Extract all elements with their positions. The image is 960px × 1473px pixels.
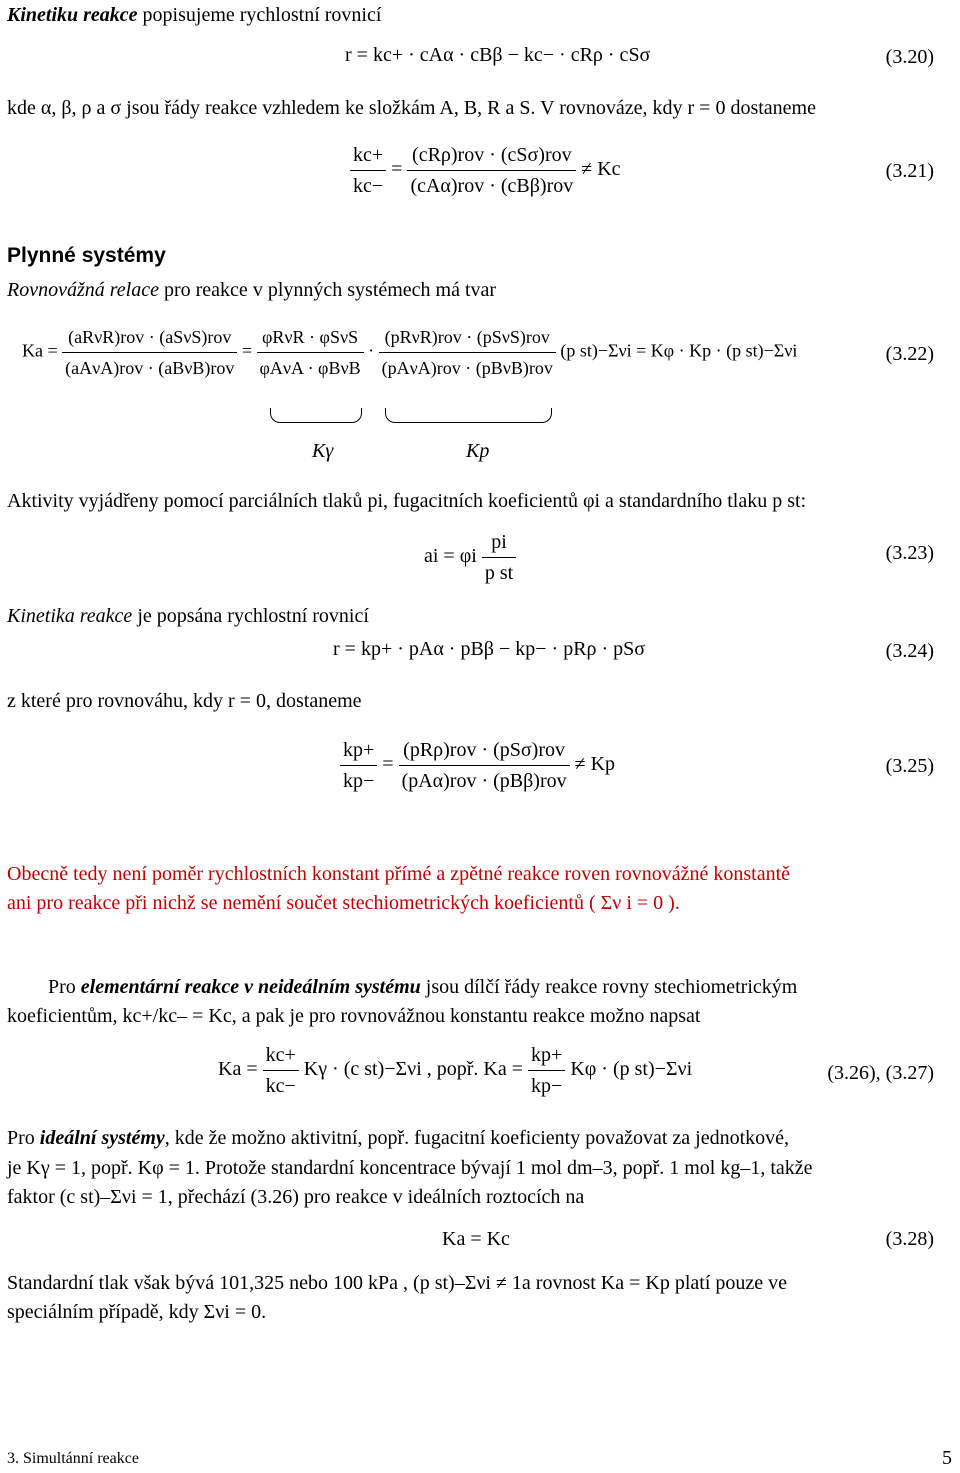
- eq323-lhs: ai = φi: [424, 545, 477, 568]
- eq325-den: (pAα)rov · (pBβ)rov: [399, 765, 570, 796]
- elementarni-term: elementární reakce v neideálním systému: [80, 976, 421, 998]
- eq322-f1-num: (aRνR)rov · (aSνS)rov: [68, 327, 232, 347]
- standardni-line-2: speciálním případě, kdy Σνi = 0.: [7, 1301, 267, 1323]
- equation-number-3-25: (3.25): [885, 755, 934, 777]
- pro-elementarni-line-1: [48, 974, 940, 1000]
- eq326-b: Kγ · (c st)−Σνi , popř. Ka =: [303, 1058, 524, 1081]
- eq326-den: kc−: [263, 1070, 299, 1101]
- equation-number-3-24: (3.24): [885, 640, 934, 662]
- orders-paragraph: kde α, β, ρ a σ jsou řády reakce vzhledem ke složkám A, B, R a S. V rovnováze, kdy r = 0 dostaneme: [7, 97, 816, 119]
- eq321-num: (cRρ)rov · (cSσ)rov: [412, 144, 572, 166]
- equation-number-3-22: (3.22): [885, 343, 934, 365]
- equation-number-3-20: (3.20): [885, 46, 934, 68]
- kinetiku-term: Kinetiku reakce: [7, 4, 138, 26]
- kinetika-paragraph: [7, 603, 940, 629]
- obecne-line-1: Obecně tedy není poměr rychlostních konstant přímé a zpětné reakce roven rovnovážné konstantě: [7, 863, 791, 885]
- eq322-lhs: Ka =: [22, 340, 58, 361]
- eq327-den: kp−: [528, 1070, 565, 1101]
- equation-3-24: r = kp+ · pAα · pBβ − kp− · pRρ · pSσ: [333, 638, 646, 660]
- ideal-term: ideální systémy: [39, 1127, 165, 1149]
- pro-tail: jsou dílčí řády reakce rovny stechiometrickým: [420, 976, 798, 998]
- ideal-line-3: faktor (c st)–Σνi = 1, přechází (3.26) pro reakce v ideálních roztocích na: [7, 1186, 585, 1208]
- eq325-lhs-den: kp−: [340, 765, 377, 796]
- z-ktere-paragraph: z které pro rovnováhu, kdy r = 0, dostaneme: [7, 690, 362, 712]
- brace-label-k-p: Kp: [466, 440, 490, 462]
- kinetika-term: Kinetika reakce: [7, 605, 133, 627]
- equation-number-3-21: (3.21): [885, 160, 934, 182]
- equation-3-25: $\frac{kp+}{kp-}$ = $\frac{\text{(pRρ)rov · (pSσ)rov}}{\text{(pAα)rov · (pBβ)rov}}$ ≠ Kp: [340, 735, 615, 796]
- eq322-f2-den: φAνA · φBνB: [257, 352, 364, 383]
- eq326-a: Ka =: [218, 1058, 258, 1081]
- kinetika-text: je popsána rychlostní rovnicí: [132, 605, 369, 627]
- page-number: 5: [942, 1447, 952, 1469]
- obecne-line-2: ani pro reakce při nichž se nemění součet stechiometrických koeficientů ( Σν i = 0 ).: [7, 892, 680, 914]
- eq327-b: Kφ · (p st)−Σνi: [570, 1058, 693, 1081]
- equation-number-3-23: (3.23): [885, 542, 934, 564]
- underbrace-gamma: [270, 408, 362, 423]
- ideal-tail: , kde že možno aktivitní, popř. fugacitní koeficienty považovat za jednotkové,: [164, 1127, 790, 1149]
- underbrace-p: [385, 408, 552, 423]
- eq322-f1-den: (aAνA)rov · (aBνB)rov: [62, 352, 237, 383]
- equation-3-20: r = kc+ · cAα · cBβ − kc− · cRρ · cSσ: [345, 44, 651, 66]
- footer-chapter: 3. Simultánní reakce: [7, 1450, 139, 1467]
- eq323-den: p st: [482, 557, 516, 588]
- kinetiku-text: popisujeme rychlostní rovnicí: [137, 4, 382, 26]
- eq322-f2-num: φRνR · φSνS: [262, 327, 359, 347]
- eq321-lhs-den: kc−: [350, 170, 386, 201]
- aktivity-paragraph: Aktivity vyjádřeny pomocí parciálních tlaků pi, fugacitních koeficientů φi a standardního tlaku p st:: [7, 490, 807, 512]
- eq325-lhs-num: kp+: [343, 739, 375, 761]
- eq322-tail: (p st)−Σνi = Kφ · Kp · (p st)−Σνi: [560, 340, 798, 361]
- equation-3-28: Ka = Kc: [442, 1228, 510, 1250]
- eq327-num: kp+: [531, 1044, 563, 1066]
- eq325-num: (pRρ)rov · (pSσ)rov: [403, 739, 566, 761]
- rovnovazna-paragraph: [7, 277, 940, 303]
- standardni-line-1: Standardní tlak však bývá 101,325 nebo 100 kPa , (p st)–Σνi ≠ 1a rovnost Ka = Kp platí pouze ve: [7, 1272, 788, 1294]
- eq323-num: pi: [491, 531, 507, 553]
- equation-3-21: $\frac{kc+}{kc-}$ = $\frac{\text{(cRρ)rov · (cSσ)rov}}{\text{(cAα)rov · (cBβ)rov}}$ ≠ Kc: [350, 140, 621, 201]
- equation-3-22: Ka = $\frac{\text{(aRνR)rov · (aSνS)rov}}{\text{(aAνA)rov · (aBνB)rov}}$ = $\frac{\text{φRνR · φSνS}}{\text{φAνA · φBνB}}$ · $\frac{\text{(pRνR)rov · (pSνS)rov}}{\text{(pAνA)rov · (pBνB)rov}}$ (p st)−Σνi = Kφ · Kp · (p st)−Σνi: [22, 322, 797, 383]
- brace-label-k-gamma: Kγ: [312, 440, 334, 462]
- equation-3-26-3-27: [218, 1040, 692, 1101]
- rovnovazna-text: pro reakce v plynných systémech má tvar: [158, 279, 497, 301]
- equation-number-3-28: (3.28): [885, 1228, 934, 1250]
- plynne-systemy-heading: Plynné systémy: [7, 244, 166, 267]
- rovnovazna-term: Rovnovážná relace: [7, 279, 159, 301]
- eq322-f3-den: (pAνA)rov · (pBνB)rov: [379, 352, 556, 383]
- eq321-den: (cAα)rov · (cBβ)rov: [407, 170, 576, 201]
- eq321-rhs: ≠ Kc: [581, 158, 621, 181]
- pro-lead: Pro: [48, 976, 81, 998]
- pro-elementarni-line-2: koeficientům, kc+/kc– = Kc, a pak je pro rovnovážnou konstantu reakce možno napsat: [7, 1005, 701, 1027]
- ideal-line-1: [7, 1125, 940, 1151]
- eq321-lhs-num: kc+: [353, 144, 384, 166]
- equation-3-23: [424, 527, 516, 588]
- kinetiku-paragraph: [7, 2, 940, 28]
- equation-number-3-26-3-27: (3.26), (3.27): [827, 1062, 934, 1084]
- ideal-line-2: je Kγ = 1, popř. Kφ = 1. Protože standardní koncentrace bývají 1 mol dm–3, popř. 1 mol kg–1, takže: [7, 1157, 813, 1179]
- ideal-lead: Pro: [7, 1127, 40, 1149]
- eq326-num: kc+: [265, 1044, 296, 1066]
- eq325-rhs: ≠ Kp: [574, 753, 616, 776]
- eq322-f3-num: (pRνR)rov · (pSνS)rov: [384, 327, 550, 347]
